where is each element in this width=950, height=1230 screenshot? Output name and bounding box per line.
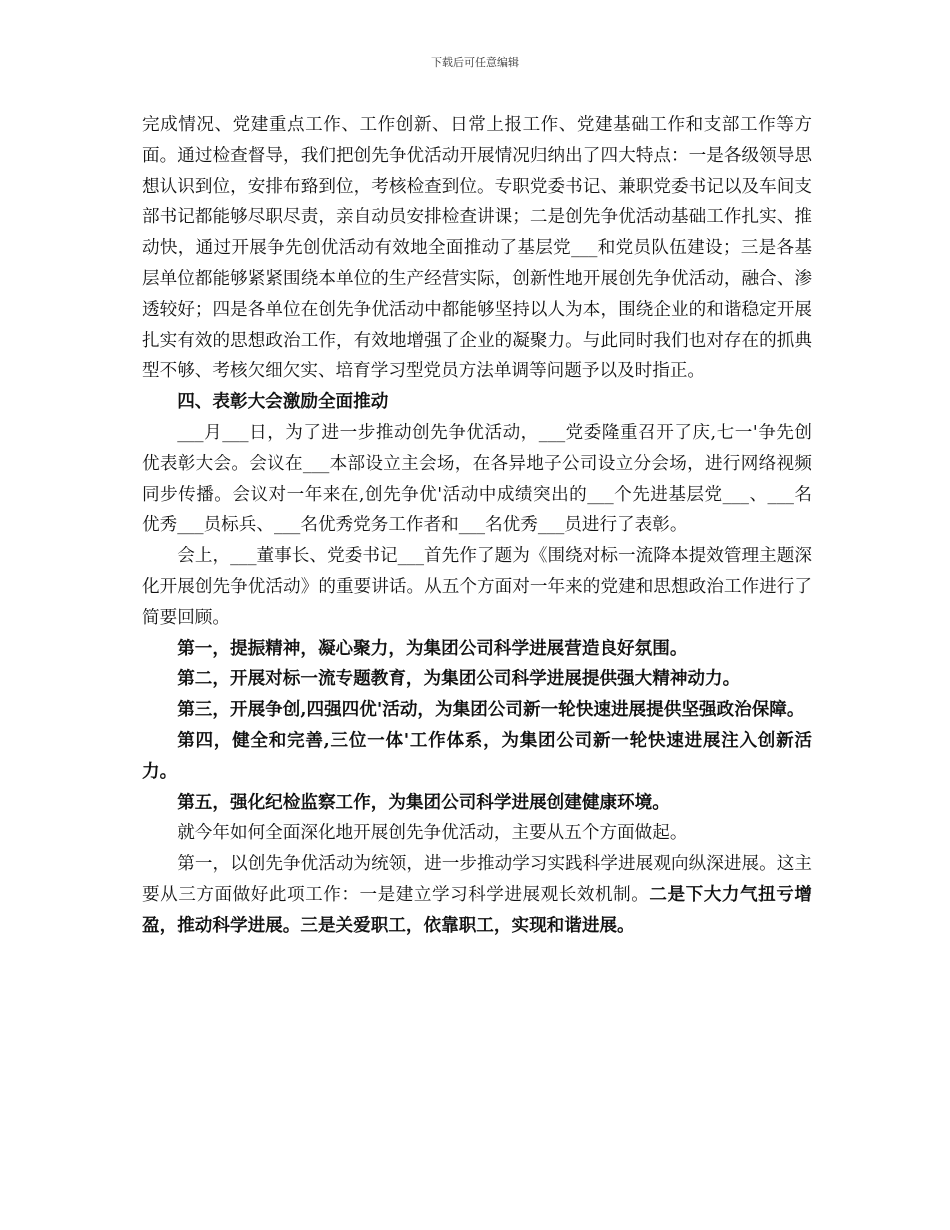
paragraph-inspection-summary: 完成情况、党建重点工作、工作创新、日常上报工作、党建基础工作和支部工作等方面。通过检查督导，我们把创先争优活动开展情况归纳出了四大特点：一是各级领导思想认识到位，安排布臵到位，考核检查到位。专职党委书记、兼职党委书记以及车间支部书记都能够尽职尽责，亲自动员安排检查讲课；二是创先争优活动基础工作扎实、推动快，通过开展争先创优活动有效地全面推动了基层党___和党员队伍建设；三是各基层单位都能够紧紧围绕本单位的生产经营实际，创新性地开展创先争优活动，融合、渗透较好；四是各单位在创先争优活动中都能够坚持以人为本，围绕企业的和谐稳定开展扎实有效的思想政治工作，有效地增强了企业的凝聚力。与此同时我们也对存在的抓典型不够、考核欠细欠实、培育学习型党员方法单调等问题予以及时指正。	[142, 115, 812, 382]
bold-point-5: 第五，强化纪检监察工作，为集团公司科学进展创建健康环境。	[177, 791, 670, 813]
bold-point-3: 第三，开展争创,四强四优'活动，为集团公司新一轮快速进展提供坚强政治保障。	[177, 699, 805, 721]
first-aspect-text: 第一，以创先争优活动为统领，进一步推动学习实践科学进展观向纵深进展。这主要从三方面做好此项工作：一是建立学习科学进展观长效机制。	[142, 854, 812, 905]
paragraph-award-meeting: ___月___日，为了进一步推动创先争优活动，___党委隆重召开了庆,七一'争先创优表彰大会。会议在___本部设立主会场，在各异地子公司设立分会场，进行网络视频同步传播。会议对一年来在,创先争优'活动中成绩突出的___个先进基层党___、___名优秀___员标兵、___名优秀党务工作者和___名优秀___员进行了表彰。	[142, 422, 812, 536]
paragraph-five-aspects: 就今年如何全面深化地开展创先争优活动，主要从五个方面做起。	[177, 823, 688, 844]
bold-point-4: 第四，健全和完善,三位一体'工作体系，为集团公司新一轮快速进展注入创新活力。	[142, 729, 812, 782]
document-body	[142, 110, 812, 942]
first-aspect-bold-text: 二是下大力气扭亏增盈，推动科学进展。三是关爱职工，依靠职工，实现和谐进展。	[142, 883, 812, 936]
paragraph-first-aspect	[142, 849, 812, 941]
bold-point-1: 第一，提振精神，凝心聚力，为集团公司科学进展营造良好氛围。	[177, 637, 688, 659]
bold-point-2: 第二，开展对标一流专题教育，为集团公司科学进展提供强大精神动力。	[177, 668, 741, 690]
paragraph-speech: 会上，___董事长、党委书记___首先作了题为《围绕对标一流降本提效管理主题深化开展创先争优活动》的重要讲话。从五个方面对一年来的党建和思想政治工作进行了简要回顾。	[142, 546, 812, 628]
page-header: 下载后可任意编辑	[431, 56, 519, 69]
section-heading-4: 四、表彰大会激励全面推动	[177, 391, 389, 413]
